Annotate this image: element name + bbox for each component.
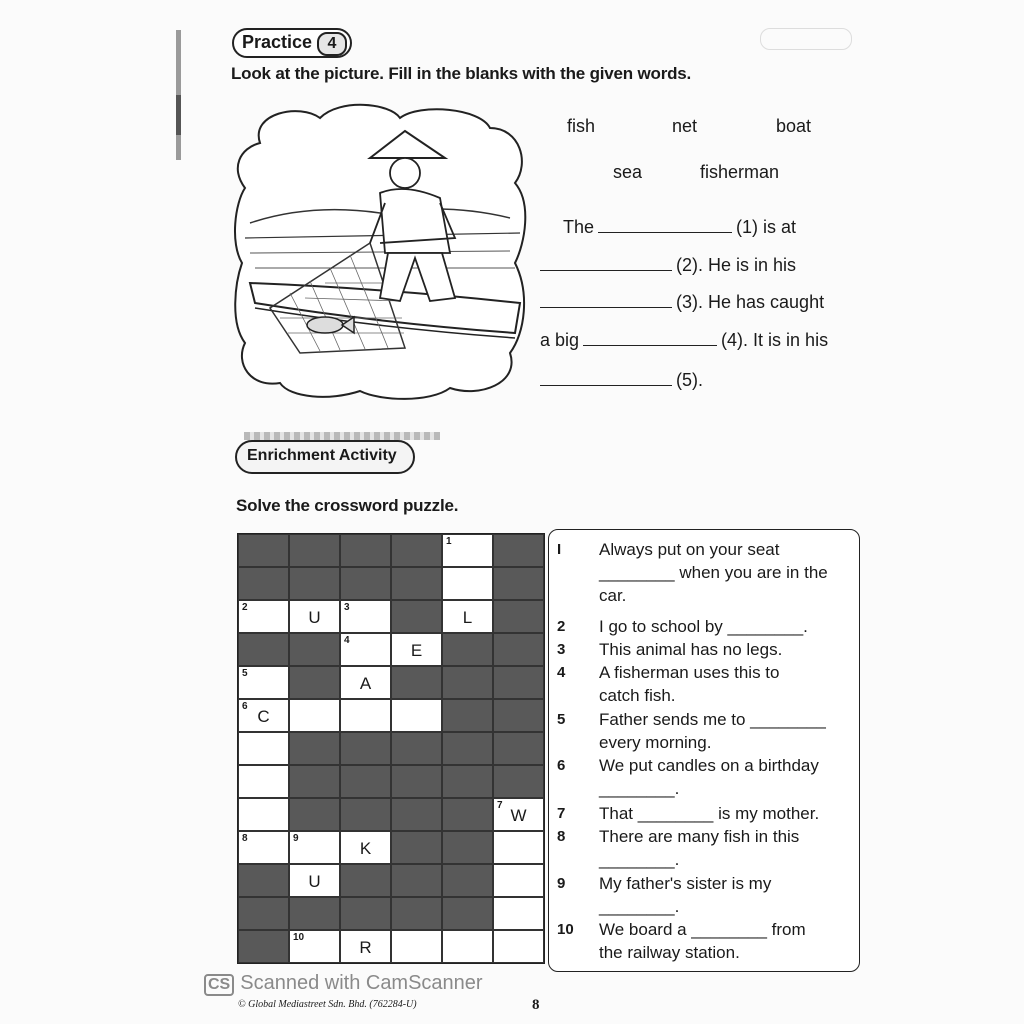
instruction-crossword: Solve the crossword puzzle.: [236, 496, 459, 515]
clue-number: 4: [557, 664, 566, 681]
crossword-answer-cell[interactable]: [289, 600, 340, 633]
crossword-answer-cell[interactable]: [340, 600, 391, 633]
crossword-block-cell: [493, 534, 544, 567]
crossword-block-cell: [238, 534, 289, 567]
crossword-given-letter: R: [359, 938, 372, 957]
crossword-answer-cell[interactable]: [442, 567, 493, 600]
crossword-answer-cell[interactable]: [340, 831, 391, 864]
crossword-answer-cell[interactable]: [238, 765, 289, 798]
clue-number: 10: [557, 921, 574, 938]
word-bank-boat: boat: [776, 116, 812, 136]
crossword-answer-cell[interactable]: [238, 798, 289, 831]
crossword-clue-number: 8: [242, 833, 248, 844]
crossword-block-cell: [238, 897, 289, 930]
crossword-block-cell: [493, 567, 544, 600]
crossword-clues-box: [548, 529, 860, 972]
crossword-block-cell: [391, 600, 442, 633]
clue-text: ________ when you are in the: [599, 563, 828, 582]
page-spine-shadow-dark: [176, 95, 181, 135]
clue-number: 6: [557, 757, 566, 774]
crossword-clue-number: 6: [242, 701, 248, 712]
crossword-block-cell: [238, 633, 289, 666]
enrichment-decoration: [244, 432, 440, 440]
fisherman-illustration: [230, 103, 532, 401]
crossword-answer-cell[interactable]: [289, 699, 340, 732]
crossword-block-cell: [238, 864, 289, 897]
crossword-answer-cell[interactable]: [238, 600, 289, 633]
crossword-block-cell: [391, 567, 442, 600]
crossword-clue-number: 2: [242, 602, 248, 613]
crossword-block-cell: [442, 831, 493, 864]
crossword-answer-cell[interactable]: [238, 831, 289, 864]
clue-text: My father's sister is my: [599, 874, 772, 893]
crossword-block-cell: [340, 732, 391, 765]
crossword-clue-number: 9: [293, 833, 299, 844]
page-number: 8: [532, 997, 540, 1013]
crossword-block-cell: [289, 732, 340, 765]
crossword-block-cell: [340, 897, 391, 930]
crossword-given-letter: W: [510, 806, 527, 825]
enrichment-label: Enrichment Activity: [247, 447, 397, 464]
clue-text: We board a ________ from: [599, 920, 806, 939]
practice-label: Practice: [242, 32, 313, 52]
crossword-block-cell: [493, 633, 544, 666]
crossword-block-cell: [289, 765, 340, 798]
practice-heading: [232, 28, 352, 58]
passage-line-4: a big (4). It is in his: [540, 330, 829, 350]
word-bank-fisherman: fisherman: [700, 162, 780, 182]
clue-text: Always put on your seat: [599, 540, 780, 559]
crossword-block-cell: [289, 798, 340, 831]
crossword-block-cell: [340, 864, 391, 897]
crossword-grid: [237, 533, 545, 964]
passage-line-3: (3). He has caught: [540, 291, 848, 313]
crossword-clue-number: 10: [293, 932, 305, 943]
crossword-block-cell: [493, 732, 544, 765]
crossword-answer-cell[interactable]: [289, 831, 340, 864]
crossword-clue-number: 3: [344, 602, 350, 613]
crossword-clue-number: 5: [242, 668, 248, 679]
crossword-answer-cell[interactable]: [391, 930, 442, 963]
crossword-answer-cell[interactable]: [340, 699, 391, 732]
crossword-answer-cell[interactable]: [289, 864, 340, 897]
crossword-block-cell: [442, 633, 493, 666]
clue-number: 7: [557, 805, 566, 822]
crossword-given-letter: U: [308, 872, 321, 891]
clue-number: 3: [557, 641, 566, 658]
blank-1[interactable]: [598, 216, 732, 233]
passage-line-1: The (1) is at: [563, 217, 797, 237]
word-bank-sea: sea: [613, 162, 643, 182]
crossword-answer-cell[interactable]: [493, 831, 544, 864]
crossword-given-letter: L: [462, 608, 473, 627]
word-bank-fish: fish: [567, 116, 596, 136]
crossword-block-cell: [442, 732, 493, 765]
crossword-answer-cell[interactable]: [391, 633, 442, 666]
crossword-block-cell: [493, 699, 544, 732]
clue-number: 5: [557, 711, 566, 728]
crossword-block-cell: [391, 534, 442, 567]
clue-text: ________.: [599, 850, 680, 869]
crossword-answer-cell[interactable]: [391, 699, 442, 732]
clue-number: I: [557, 541, 562, 558]
crossword-clue-number: 1: [446, 536, 452, 547]
passage-line-2: (2). He is in his: [540, 254, 796, 276]
crossword-answer-cell[interactable]: [340, 930, 391, 963]
crossword-block-cell: [391, 864, 442, 897]
clue-number: 8: [557, 828, 566, 845]
bleed-through-mark: [760, 28, 852, 50]
crossword-block-cell: [391, 798, 442, 831]
crossword-block-cell: [289, 567, 340, 600]
crossword-given-letter: K: [359, 839, 372, 858]
practice-number: 4: [317, 32, 347, 56]
blank-5[interactable]: [540, 369, 672, 386]
passage-line-5: (5).: [540, 369, 703, 391]
clue-text: We put candles on a birthday: [599, 756, 819, 775]
clue-text: catch fish.: [599, 686, 676, 705]
crossword-block-cell: [340, 765, 391, 798]
word-bank-net: net: [672, 116, 698, 136]
crossword-clue-number: 4: [344, 635, 350, 646]
clue-text: A fisherman uses this to: [599, 663, 780, 682]
blank-2[interactable]: [540, 254, 672, 271]
copyright-notice: © Global Mediastreet Sdn. Bhd. (762284-U): [238, 999, 417, 1010]
crossword-given-letter: A: [359, 674, 372, 693]
crossword-block-cell: [442, 666, 493, 699]
crossword-block-cell: [289, 534, 340, 567]
clue-text: I go to school by ________.: [599, 617, 808, 636]
camscanner-logo: CS: [204, 974, 234, 996]
clue-text: the railway station.: [599, 943, 740, 962]
crossword-answer-cell[interactable]: [289, 930, 340, 963]
crossword-answer-cell[interactable]: [493, 930, 544, 963]
crossword-answer-cell[interactable]: [340, 633, 391, 666]
instruction-fill-blanks: Look at the picture. Fill in the blanks with the given words.: [231, 64, 692, 83]
crossword-block-cell: [289, 897, 340, 930]
crossword-block-cell: [442, 798, 493, 831]
crossword-answer-cell[interactable]: [238, 732, 289, 765]
camscanner-text: Scanned with CamScanner: [240, 972, 483, 994]
crossword-given-letter: C: [257, 707, 270, 726]
crossword-given-letter: U: [308, 608, 321, 627]
crossword-block-cell: [442, 765, 493, 798]
crossword-answer-cell[interactable]: [442, 600, 493, 633]
crossword-block-cell: [289, 666, 340, 699]
crossword-block-cell: [391, 831, 442, 864]
crossword-block-cell: [442, 699, 493, 732]
crossword-block-cell: [340, 798, 391, 831]
crossword-block-cell: [340, 567, 391, 600]
crossword-answer-cell[interactable]: [442, 534, 493, 567]
clue-number: 9: [557, 875, 566, 892]
crossword-answer-cell[interactable]: [340, 666, 391, 699]
fish-in-net: [307, 317, 343, 333]
crossword-block-cell: [238, 567, 289, 600]
camscanner-watermark: [204, 972, 483, 996]
enrichment-heading: [235, 440, 415, 474]
crossword-clue-number: 7: [497, 800, 503, 811]
crossword-answer-cell[interactable]: [238, 699, 289, 732]
crossword-block-cell: [442, 897, 493, 930]
crossword-answer-cell[interactable]: [493, 798, 544, 831]
crossword-given-letter: E: [410, 641, 423, 660]
clue-number: 2: [557, 618, 566, 635]
clue-text: car.: [599, 586, 627, 605]
crossword-block-cell: [340, 534, 391, 567]
crossword-block-cell: [391, 897, 442, 930]
crossword-block-cell: [391, 765, 442, 798]
clue-text: every morning.: [599, 733, 712, 752]
crossword-answer-cell[interactable]: [493, 897, 544, 930]
crossword-block-cell: [391, 666, 442, 699]
clue-text: ________.: [599, 779, 680, 798]
crossword-answer-cell[interactable]: [493, 864, 544, 897]
crossword-block-cell: [289, 633, 340, 666]
clue-text: There are many fish in this: [599, 827, 800, 846]
clue-text: ________.: [599, 897, 680, 916]
crossword-block-cell: [493, 765, 544, 798]
crossword-answer-cell[interactable]: [442, 930, 493, 963]
clue-text: This animal has no legs.: [599, 640, 783, 659]
crossword-block-cell: [238, 930, 289, 963]
crossword-block-cell: [442, 864, 493, 897]
clue-text: That ________ is my mother.: [599, 804, 820, 823]
blank-4[interactable]: [583, 329, 717, 346]
crossword-answer-cell[interactable]: [238, 666, 289, 699]
crossword-block-cell: [493, 600, 544, 633]
blank-3[interactable]: [540, 291, 672, 308]
crossword-block-cell: [493, 666, 544, 699]
clue-text: Father sends me to ________: [599, 710, 826, 729]
crossword-block-cell: [391, 732, 442, 765]
